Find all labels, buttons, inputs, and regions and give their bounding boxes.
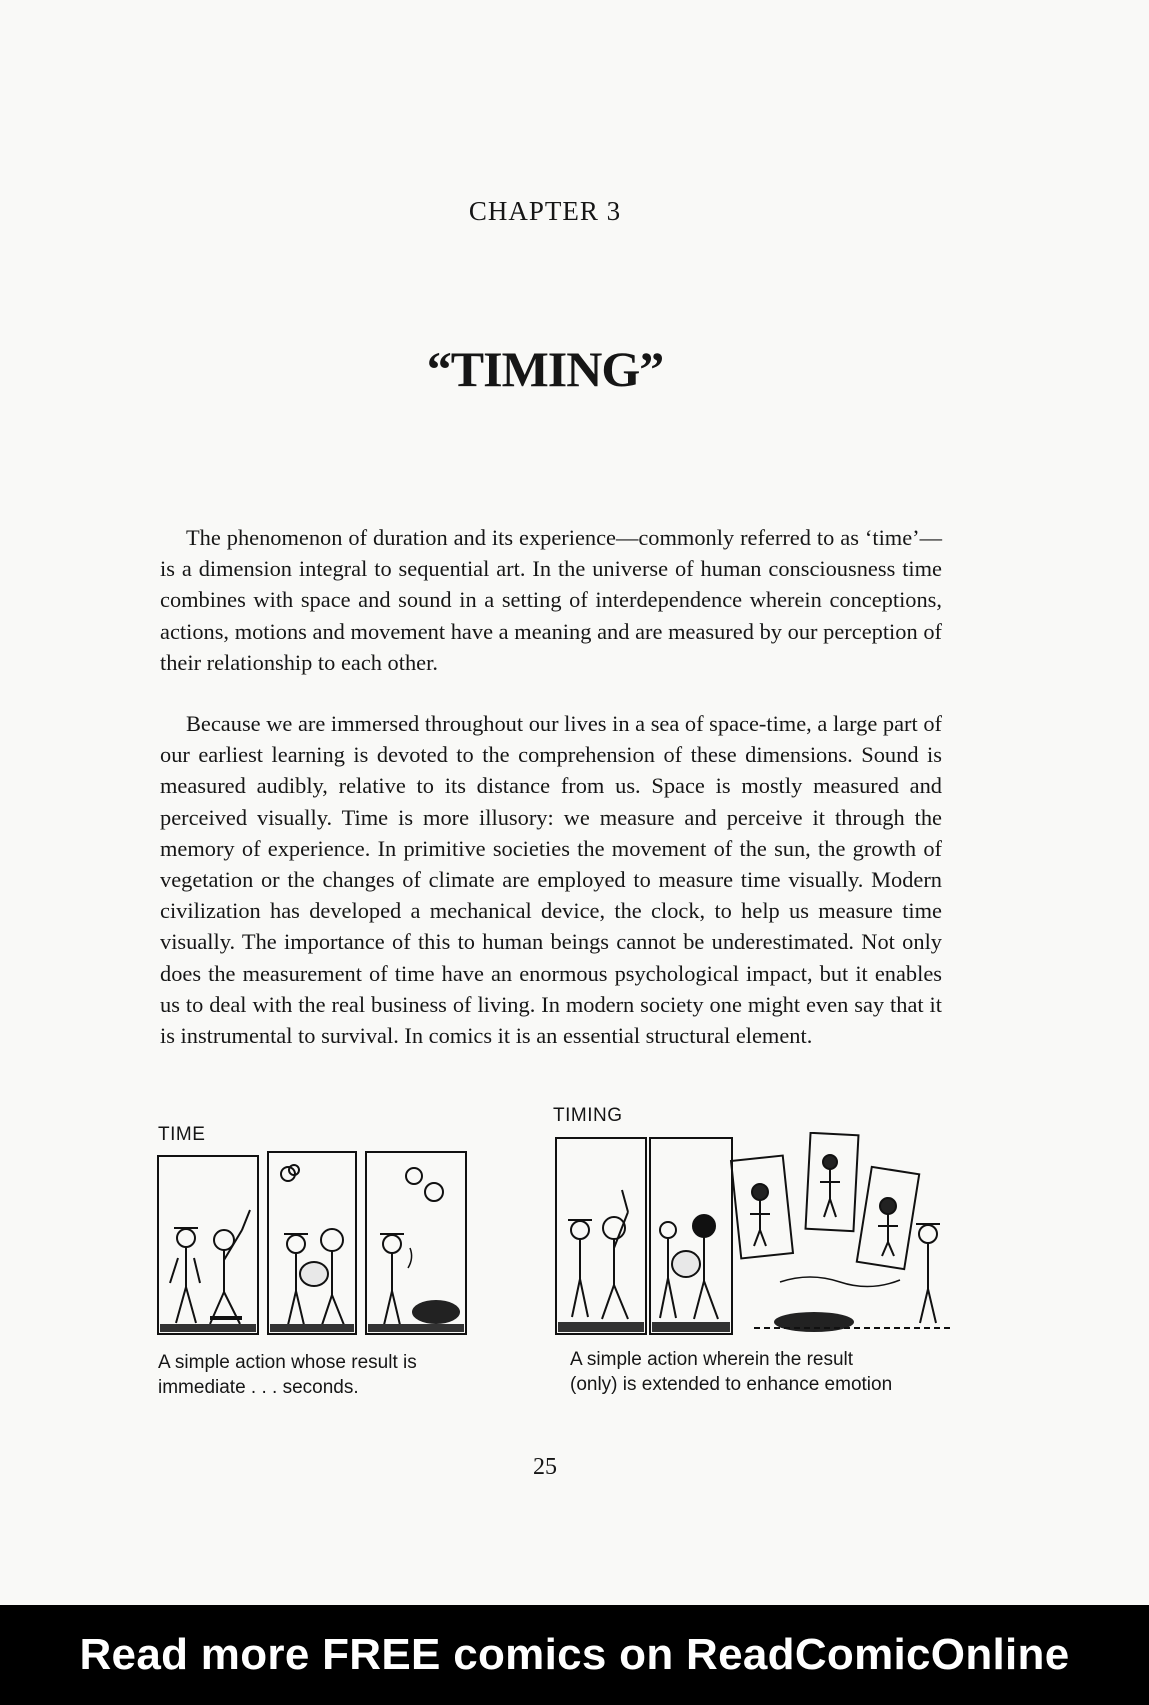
figure-timing-label: TIMING bbox=[553, 1105, 623, 1126]
figure-timing-caption-line-2: (only) is extended to enhance emotion bbox=[570, 1374, 893, 1395]
body-paragraph-1: The phenomenon of duration and its experience—commonly referred to as ‘time’—is a dimension integral to sequential art. In the universe of human consciousness time combines with space and sound in a setting of interdependence wherein conceptions, actions, motions and movement have a meaning and are measured by our perception of their relationship to each other. bbox=[160, 525, 942, 675]
time-panel-1 bbox=[158, 1156, 258, 1334]
page-number: 25 bbox=[533, 1454, 557, 1480]
figure-time-caption bbox=[158, 1350, 417, 1400]
figure-time-comic-strip bbox=[156, 1148, 470, 1338]
figure-time-label: TIME bbox=[158, 1124, 206, 1145]
timing-panel-1 bbox=[556, 1138, 646, 1334]
figure-time-caption-line-1: A simple action whose result is bbox=[158, 1352, 417, 1373]
timing-panel-3 bbox=[731, 1156, 793, 1259]
figure-timing-comic-strip bbox=[554, 1132, 954, 1338]
promo-banner[interactable] bbox=[0, 1605, 1149, 1705]
figure-timing-caption-line-1: A simple action wherein the result bbox=[570, 1349, 854, 1370]
promo-banner-text[interactable]: Read more FREE comics on ReadComicOnline bbox=[79, 1630, 1070, 1679]
chapter-title: “TIMING” bbox=[426, 341, 664, 397]
body-paragraph-2: Because we are immersed throughout our lives in a sea of space-time, a large part of our earliest learning is devoted to the comprehension of these dimensions. Sound is measured audibly, relative to its distance from us. Space is mostly measured and perceived visually. Time is more illusory: we measure and perceive it through the memory of experience. In primitive societies the movement of the sun, the growth of vegetation or the changes of climate are employed to measure time visually. Modern civilization has developed a mechanical device, the clock, to help us measure time visually. The importance of this to human beings cannot be underestimated. Not only does the measurement of time have an enormous psychological impact, but it enables us to deal with the real business of living. In modern society one might even say that it is instrumental to survival. In comics it is an essential structural element. bbox=[160, 711, 942, 1049]
chapter-label: CHAPTER 3 bbox=[468, 196, 622, 226]
figure-timing-caption bbox=[570, 1347, 942, 1397]
figure-time-caption-line-2: immediate . . . seconds. bbox=[158, 1377, 359, 1398]
